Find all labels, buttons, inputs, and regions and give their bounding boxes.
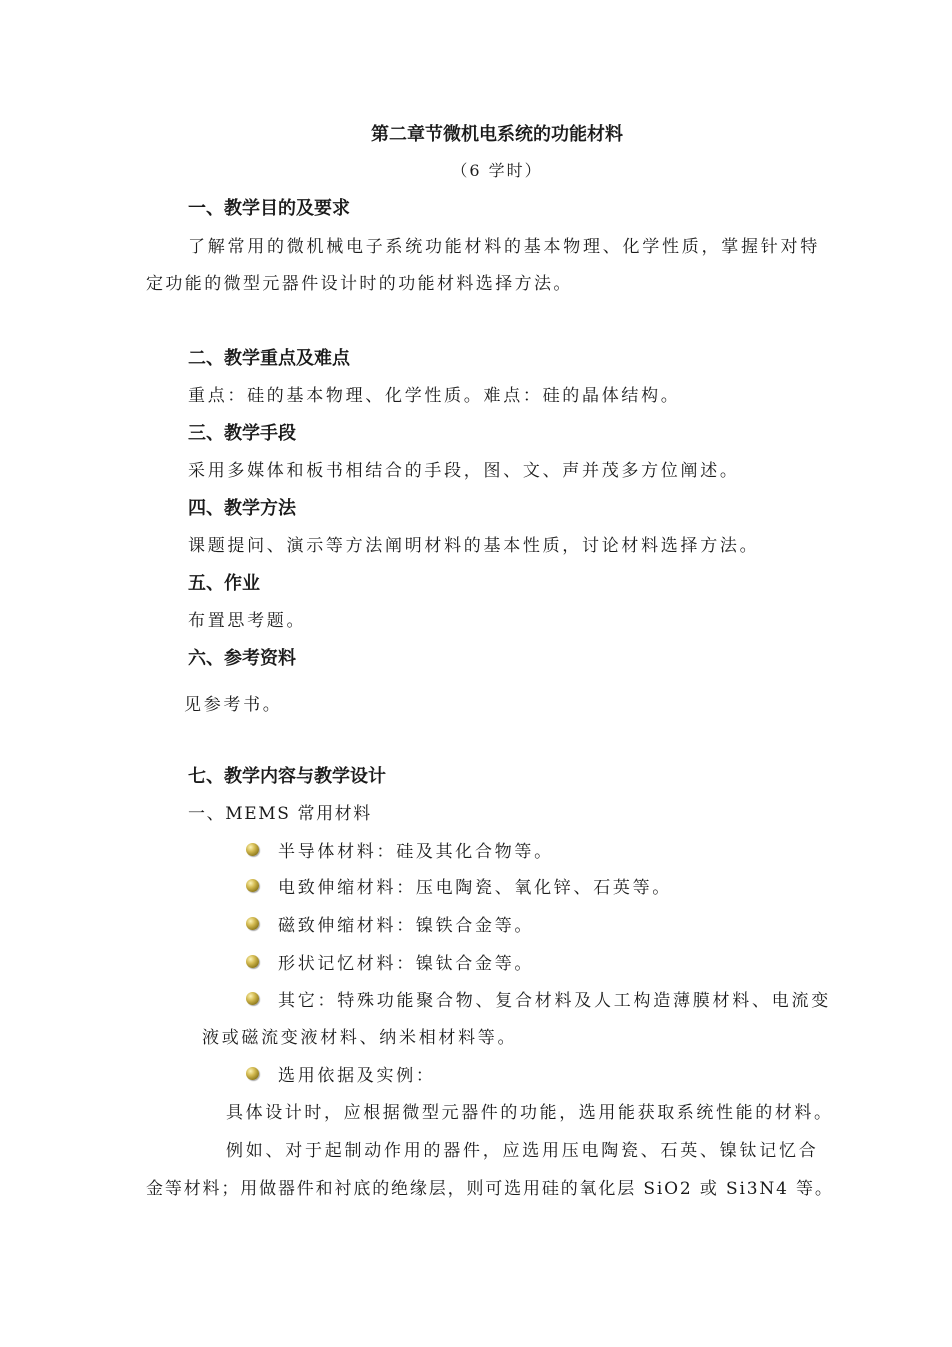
bullet-icon (246, 843, 259, 856)
bullet-item-others-continuation: 液或磁流变液材料、纳米相材料等。 (202, 1028, 518, 1048)
section-heading-objectives: 一、教学目的及要求 (188, 198, 350, 219)
key-points-text: 重点：硅的基本物理、化学性质。难点：硅的晶体结构。 (188, 386, 681, 406)
bullet-item-selection: 选用依据及实例： (278, 1066, 436, 1086)
document-title: 第二章节微机电系统的功能材料 (371, 124, 623, 145)
bullet-icon (246, 992, 259, 1005)
design-paragraph: 具体设计时，应根据微型元器件的功能，选用能获取系统性能的材料。 (226, 1103, 834, 1123)
bullet-icon (246, 1067, 259, 1080)
bullet-item-shape-memory: 形状记忆材料：镍钛合金等。 (278, 954, 535, 974)
bullet-icon (246, 879, 259, 892)
bullet-item-others: 其它：特殊功能聚合物、复合材料及人工构造薄膜材料、电流变 (278, 991, 831, 1011)
references-text: 见参考书。 (184, 695, 283, 715)
class-hours: （6 学时） (451, 161, 543, 180)
bullet-icon (246, 955, 259, 968)
section-heading-methods: 四、教学方法 (188, 498, 296, 519)
bullet-icon (246, 917, 259, 930)
content-subheading: 一、MEMS 常用材料 (188, 804, 372, 824)
objectives-text-line2: 定功能的微型元器件设计时的功能材料选择方法。 (146, 274, 573, 294)
methods-text: 课题提问、演示等方法阐明材料的基本性质，讨论材料选择方法。 (188, 536, 760, 556)
means-text: 采用多媒体和板书相结合的手段，图、文、声并茂多方位阐述。 (188, 461, 740, 481)
bullet-item-magnetostrictive: 磁致伸缩材料：镍铁合金等。 (278, 916, 535, 936)
section-heading-means: 三、教学手段 (188, 423, 296, 444)
example-paragraph-line2: 金等材料；用做器件和衬底的绝缘层，则可选用硅的氧化层 SiO2 或 Si3N4 等。 (146, 1179, 834, 1199)
section-heading-references: 六、参考资料 (188, 648, 296, 669)
bullet-item-semiconductor: 半导体材料：硅及其化合物等。 (278, 842, 554, 862)
section-heading-homework: 五、作业 (188, 573, 260, 594)
bullet-item-electrostrictive: 电致伸缩材料：压电陶瓷、氧化锌、石英等。 (278, 878, 672, 898)
example-paragraph-line1: 例如、对于起制动作用的器件，应选用压电陶瓷、石英、镍钛记忆合 (226, 1141, 819, 1161)
section-heading-content: 七、教学内容与教学设计 (188, 766, 386, 787)
section-heading-key-points: 二、教学重点及难点 (188, 348, 350, 369)
objectives-text-line1: 了解常用的微机械电子系统功能材料的基本物理、化学性质，掌握针对特 (188, 237, 820, 257)
homework-text: 布置思考题。 (188, 611, 307, 631)
